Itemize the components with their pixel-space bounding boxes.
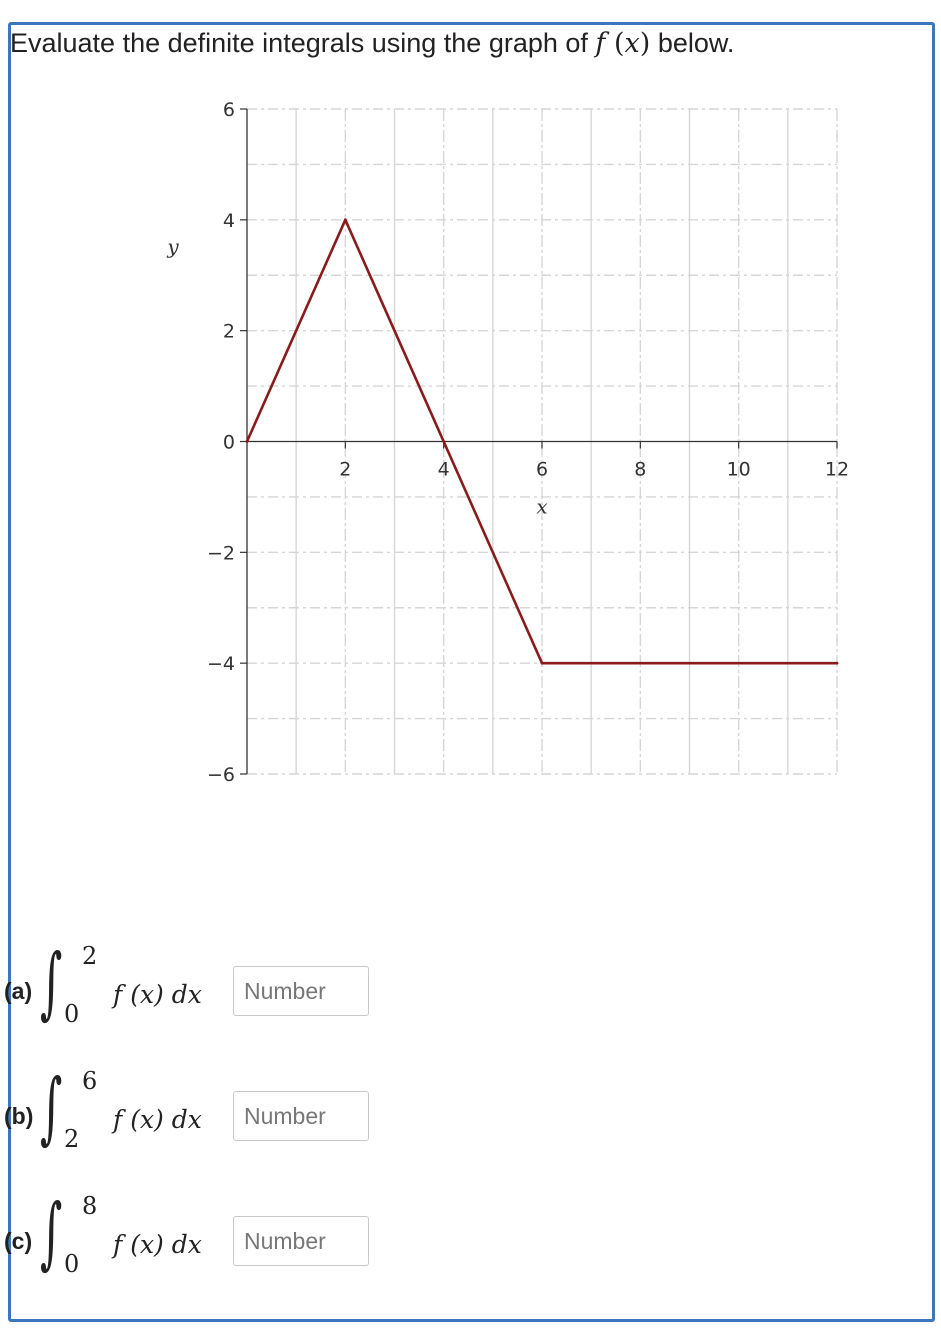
question-prompt bbox=[10, 28, 734, 59]
upper-limit: 8 bbox=[82, 1192, 98, 1220]
upper-limit: 2 bbox=[82, 942, 98, 970]
integral-sign: ∫ bbox=[40, 938, 63, 1028]
prompt-function: f (x) bbox=[595, 28, 651, 59]
x-tick-label: 10 bbox=[726, 458, 751, 481]
lower-limit: 2 bbox=[64, 1125, 80, 1153]
x-tick-label: 2 bbox=[339, 458, 352, 481]
y-tick-label: 6 bbox=[222, 99, 235, 121]
y-axis-label: y bbox=[167, 234, 179, 259]
answer-input[interactable] bbox=[233, 966, 369, 1016]
function-graph bbox=[140, 96, 860, 796]
y-tick-label: 0 bbox=[222, 431, 235, 454]
integral-sign: ∫ bbox=[40, 1063, 63, 1153]
y-tick-label: 2 bbox=[222, 320, 235, 343]
x-axis-label: x bbox=[536, 494, 548, 519]
integral-question bbox=[0, 1065, 420, 1165]
prompt-text: Evaluate the definite integrals using the graph of bbox=[10, 28, 596, 58]
y-tick-label: 4 bbox=[222, 209, 235, 232]
answer-input[interactable] bbox=[233, 1091, 369, 1141]
vertex-point bbox=[836, 662, 839, 665]
y-tick-label: −6 bbox=[206, 764, 235, 786]
integrand: f (x) dx bbox=[113, 980, 202, 1009]
x-tick-label: 12 bbox=[824, 458, 850, 481]
x-tick-label: 8 bbox=[634, 458, 647, 481]
integrand: f (x) dx bbox=[113, 1105, 202, 1134]
question-label: (a) bbox=[4, 978, 33, 1004]
y-tick-label: −2 bbox=[206, 542, 235, 565]
integrand: f (x) dx bbox=[113, 1230, 202, 1259]
x-tick-label: 6 bbox=[535, 458, 549, 481]
vertex-point bbox=[344, 218, 347, 221]
integral-question bbox=[0, 940, 420, 1040]
vertex-point bbox=[541, 662, 544, 665]
x-tick-label: 4 bbox=[437, 458, 450, 481]
question-label: (c) bbox=[4, 1228, 33, 1254]
prompt-text-end: below. bbox=[650, 28, 735, 58]
y-tick-label: −4 bbox=[206, 653, 235, 676]
integral-question bbox=[0, 1190, 420, 1290]
integral-sign: ∫ bbox=[40, 1188, 63, 1278]
lower-limit: 0 bbox=[64, 1250, 80, 1278]
lower-limit: 0 bbox=[64, 1000, 80, 1028]
upper-limit: 6 bbox=[82, 1067, 98, 1095]
vertex-point bbox=[246, 440, 249, 443]
answer-input[interactable] bbox=[233, 1216, 369, 1266]
question-label: (b) bbox=[4, 1103, 34, 1129]
